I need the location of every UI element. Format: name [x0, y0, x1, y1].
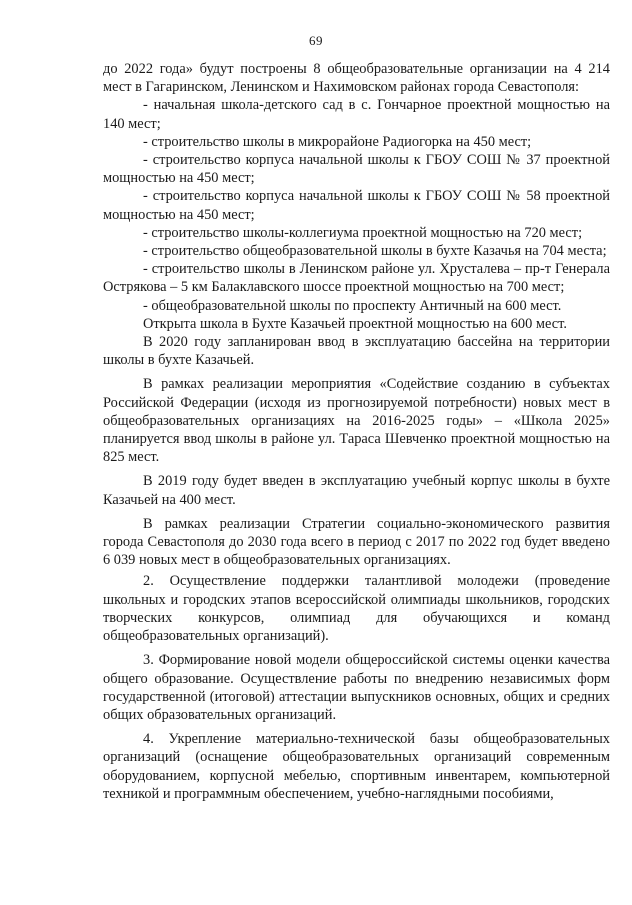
paragraph: 2. Осуществление поддержки талантливой молодежи (проведение школьных и городских этапов всероссийской олимпиады школьников, городских творческих конкурсов, олимпиад для обучающихся и команд общеобразовательных организаций). — [103, 573, 610, 645]
paragraph: до 2022 года» будут построены 8 общеобразовательные организации на 4 214 мест в Гагаринском, Ленинском и Нахимовском районах города Севастополя: — [103, 61, 610, 96]
paragraph: В рамках реализации мероприятия «Содействие созданию в субъектах Российской Федерации (исходя из прогнозируемой потребности) новых мест в общеобразовательных организациях на 2016-2025 годы» – «Школа 2025» планируется ввод школы в районе ул. Тараса Шевченко проектной мощностью на 825 мест. — [103, 376, 610, 466]
list-item: - строительство школы в Ленинском районе ул. Хрусталева – пр-т Генерала Острякова – 5 км Балаклавского шоссе проектной мощностью на 700 мест; — [103, 261, 610, 296]
paragraph: 4. Укрепление материально-технической базы общеобразовательных организаций (оснащение общеобразовательных организаций современным оборудованием, корпусной мебелью, спортивным инвентарем, компьютерной техникой и программным обеспечением, учебно-наглядными пособиями, — [103, 731, 610, 802]
paragraph: В 2020 году запланирован ввод в эксплуатацию бассейна на территории школы в бухте Казачьей. — [103, 334, 610, 369]
page-number: 69 — [309, 33, 323, 48]
list-item: - строительство школы-коллегиума проектной мощностью на 720 мест; — [143, 224, 583, 241]
paragraph: Открыта школа в Бухте Казачьей проектной мощностью на 600 мест. — [143, 315, 567, 332]
list-item: - строительство общеобразовательной школы в бухте Казачья на 704 места; — [143, 243, 607, 260]
list-item: - начальная школа-детского сад в с. Гончарное проектной мощностью на 140 мест; — [103, 97, 610, 132]
list-item: - строительство школы в микрорайоне Радиогорка на 450 мест; — [143, 133, 532, 150]
document-body — [103, 60, 610, 803]
list-item: - общеобразовательной школы по проспекту Античный на 600 мест. — [143, 297, 562, 314]
paragraph: В рамках реализации Стратегии социально-экономического развития города Севастополя до 2030 года всего в период с 2017 по 2022 год будет введено 6 039 новых мест в общеобразовательных организациях. — [103, 515, 610, 569]
list-item: - строительство корпуса начальной школы к ГБОУ СОШ № 58 проектной мощностью на 450 мест; — [103, 188, 610, 223]
paragraph: В 2019 году будет введен в эксплуатацию учебный корпус школы в бухте Казачьей на 400 мест. — [103, 473, 610, 508]
list-item: - строительство корпуса начальной школы к ГБОУ СОШ № 37 проектной мощностью на 450 мест; — [103, 152, 610, 187]
paragraph: 3. Формирование новой модели общероссийской системы оценки качества общего образование. Осуществление работы по внедрению независимых форм государственной (итоговой) аттестации выпускников основных, общих и средних общих образовательных организаций. — [103, 652, 610, 723]
